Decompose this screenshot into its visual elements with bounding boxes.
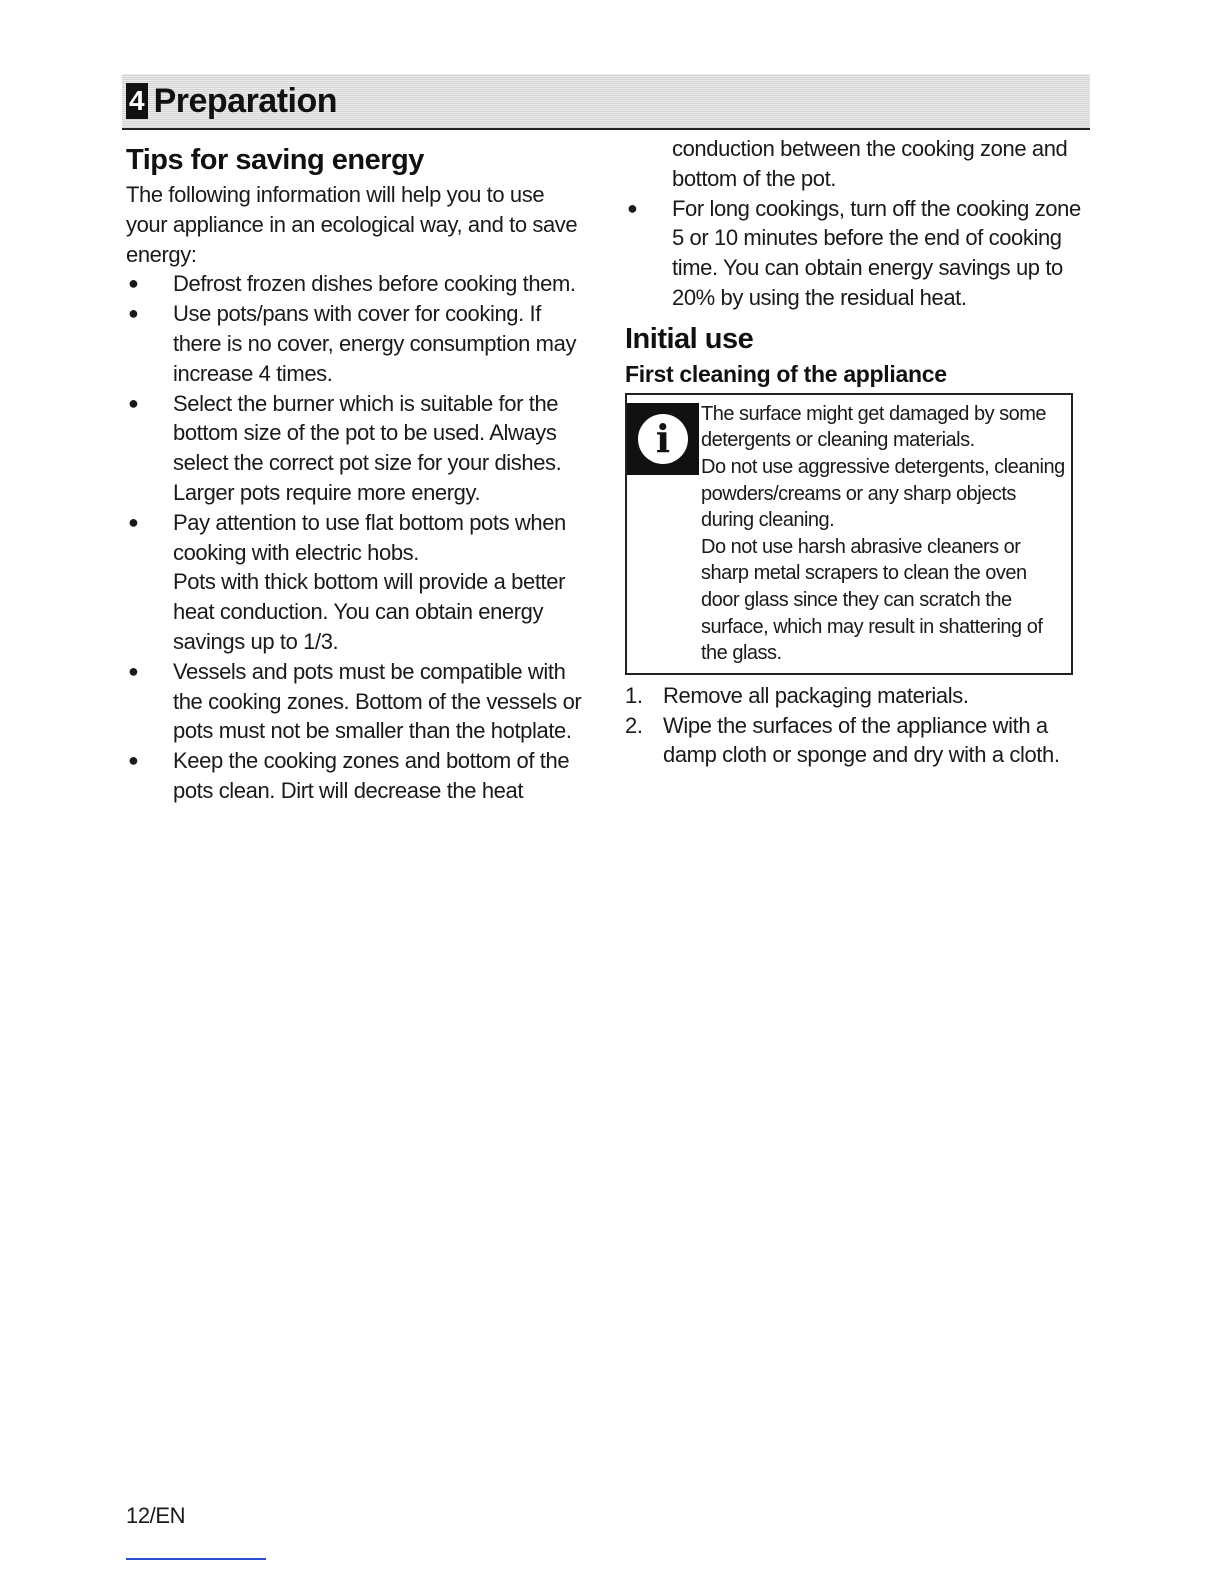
tips-list	[126, 269, 586, 805]
bullet-icon: ●	[627, 197, 638, 218]
bullet-icon: ●	[128, 660, 139, 681]
page-number: 12/EN	[126, 1503, 186, 1528]
list-item	[625, 194, 1085, 313]
chapter-title: Preparation	[153, 81, 338, 120]
info-paragraph: Do not use harsh abrasive cleaners or sharp metal scrapers to clean the oven door glass since they can scratch the surface, which may result in shattering of the glass.	[701, 535, 1043, 665]
bullet-icon: ●	[128, 303, 139, 324]
list-item	[126, 657, 586, 746]
step-text: Remove all packaging materials.	[663, 682, 969, 708]
list-item	[126, 746, 586, 806]
list-item-extra: Pots with thick bottom will provide a better heat conduction. You can obtain energy savings up to 1/3.	[173, 569, 566, 654]
list-item	[126, 389, 586, 508]
list-item	[126, 508, 586, 657]
list-item	[625, 711, 1085, 771]
list-item	[625, 681, 1085, 711]
tips-continuation: conduction between the cooking zone and bottom of the pot.	[672, 136, 1068, 191]
list-item	[126, 299, 586, 388]
footer-divider	[126, 1558, 266, 1560]
info-notice-box	[625, 393, 1073, 675]
initial-use-heading: Initial use	[625, 322, 754, 355]
chapter-number-badge: 4	[126, 83, 148, 119]
tips-list-continued	[625, 194, 1085, 313]
step-number: 1.	[625, 682, 643, 708]
list-item-text: Pay attention to use flat bottom pots when cooking with electric hobs.	[173, 509, 566, 565]
list-item-text: Defrost frozen dishes before cooking them.	[173, 271, 576, 297]
tips-intro: The following information will help you to use your appliance in an ecological way, and to save energy:	[126, 182, 578, 267]
bullet-icon: ●	[128, 392, 139, 413]
bullet-icon: ●	[128, 750, 139, 771]
list-item-text: Use pots/pans with cover for cooking. If there is no cover, energy consumption may increase 4 times.	[173, 301, 577, 386]
left-column	[126, 140, 586, 806]
tips-heading: Tips for saving energy	[126, 144, 424, 176]
list-item-text: Select the burner which is suitable for the bottom size of the pot to be used. Always select the correct pot size for your dishes. Larger pots require more energy.	[173, 390, 562, 505]
first-cleaning-subheading: First cleaning of the appliance	[625, 360, 947, 387]
step-number: 2.	[625, 712, 643, 738]
list-item-text: Keep the cooking zones and bottom of the pots clean. Dirt will decrease the heat	[173, 748, 570, 803]
info-paragraph: Do not use aggressive detergents, cleaning powders/creams or any sharp objects during cleaning.	[701, 455, 1065, 532]
info-icon: i	[627, 403, 699, 475]
chapter-header	[122, 74, 1090, 130]
step-text: Wipe the surfaces of the appliance with a damp cloth or sponge and dry with a cloth.	[663, 712, 1060, 768]
right-column	[625, 134, 1085, 770]
bullet-icon: ●	[128, 273, 139, 294]
list-item-text: For long cookings, turn off the cooking zone 5 or 10 minutes before the end of cooking time. You can obtain energy savings up to 20% by using the residual heat.	[672, 195, 1081, 310]
list-item	[126, 269, 586, 299]
cleaning-steps	[625, 681, 1085, 770]
bullet-icon: ●	[128, 511, 139, 532]
list-item-text: Vessels and pots must be compatible with the cooking zones. Bottom of the vessels or pots must not be smaller than the hotplate.	[173, 658, 582, 744]
info-paragraph: The surface might get damaged by some detergents or cleaning materials.	[701, 402, 1047, 452]
